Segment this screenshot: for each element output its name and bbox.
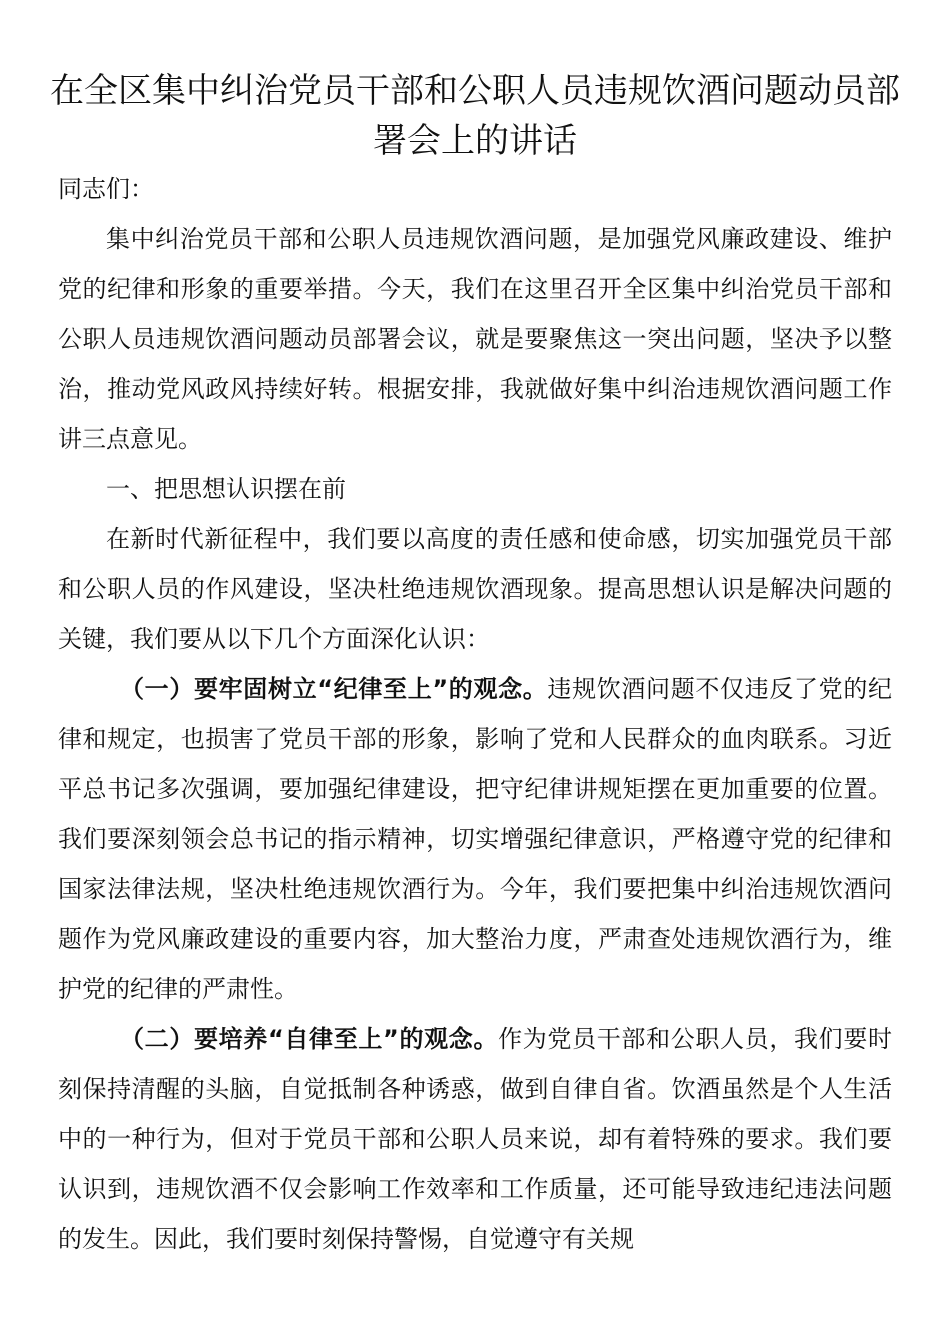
point-1-lead: （一）要牢固树立“纪律至上”的观念。 [120, 675, 548, 703]
point-1-text: 违规饮酒问题不仅违反了党的纪律和规定，也损害了党员干部的形象，影响了党和人民群众的血肉联系。习近平总书记多次强调，要加强纪律建设，把守纪律讲规矩摆在更加重要的位置。我们要深刻领会总书记的指示精神，切实增强纪律意识，严格遵守党的纪律和国家法律法规，坚决杜绝违规饮酒行为。今年，我们要把集中纠治违规饮酒问题作为党风廉政建设的重要内容，加大整治力度，严肃查处违规饮酒行为，维护党的纪律的严肃性。 [58, 675, 892, 1003]
intro-paragraph: 集中纠治党员干部和公职人员违规饮酒问题，是加强党风廉政建设、维护党的纪律和形象的重要举措。今天，我们在这里召开全区集中纠治党员干部和公职人员违规饮酒问题动员部署会议，就是要聚焦这一突出问题，坚决予以整治，推动党风政风持续好转。根据安排，我就做好集中纠治违规饮酒问题工作讲三点意见。 [58, 225, 892, 453]
document-title: 在全区集中纠治党员干部和公职人员违规饮酒问题动员部署会上的讲话 [50, 71, 900, 161]
section-1-intro-paragraph: 在新时代新征程中，我们要以高度的责任感和使命感，切实加强党员干部和公职人员的作风建设，坚决杜绝违规饮酒现象。提高思想认识是解决问题的关键，我们要从以下几个方面深化认识： [58, 525, 892, 653]
point-2-paragraph [58, 1014, 892, 1264]
point-2-lead: （二）要培养“自律至上”的观念。 [120, 1025, 499, 1053]
point-2-text: 作为党员干部和公职人员，我们要时刻保持清醒的头脑，自觉抵制各种诱惑，做到自律自省。饮酒虽然是个人生活中的一种行为，但对于党员干部和公职人员来说，却有着特殊的要求。我们要认识到，违规饮酒不仅会影响工作效率和工作质量，还可能导致违纪违法问题的发生。因此，我们要时刻保持警惕，自觉遵守有关规 [58, 1025, 893, 1253]
section-heading-1: 一、把思想认识摆在前 [106, 475, 346, 503]
point-1-paragraph [58, 664, 892, 1014]
document-body [58, 164, 892, 1264]
salutation: 同志们： [58, 175, 154, 203]
